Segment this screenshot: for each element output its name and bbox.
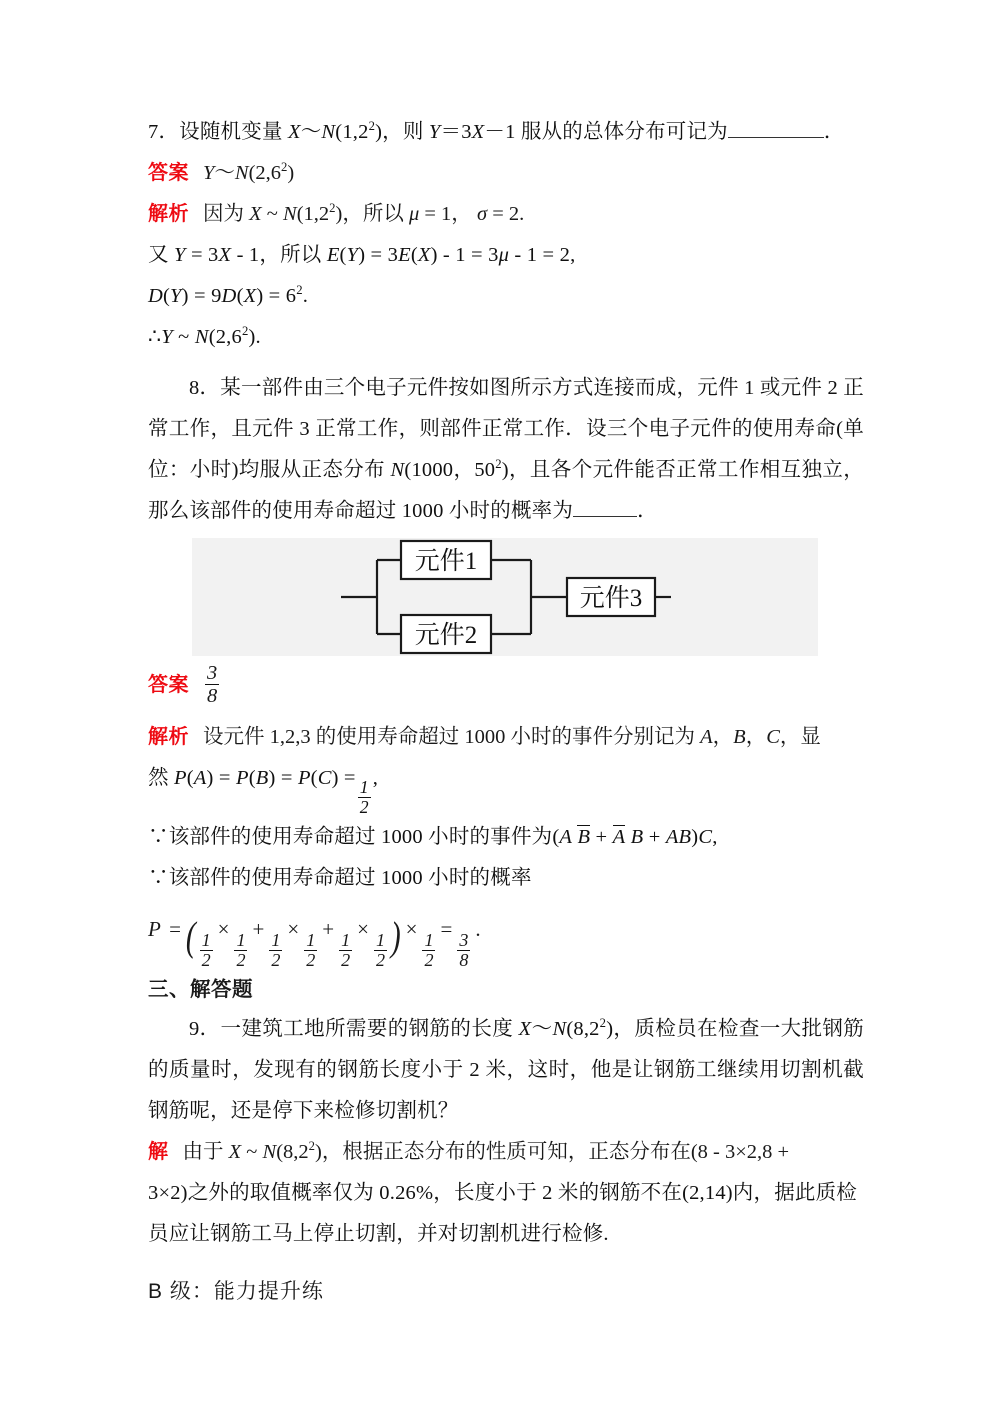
q8-analysis-line-1: 设元件 1,2,3 的使用寿命超过 1000 小时的事件分别记为 A，B，C，显 (203, 726, 821, 749)
circuit-diagram-panel (192, 538, 818, 656)
q7-period: ． (823, 121, 845, 143)
q8-answer-fraction (205, 662, 219, 707)
question-9-stem (148, 1009, 864, 1132)
q8-analysis-line-2: 然 P(A) = P(B) = P(C) = $\frac{1}{2}$ , (148, 767, 379, 818)
q8-line2-comma: , (372, 767, 379, 790)
analysis-label: 解析 (148, 726, 189, 749)
q7-analysis-line-2: 又 Y = 3X - 1，所以 E(Y) = 3E(X) - 1 = 3μ - 1 = 2, (148, 244, 576, 266)
question-8-stem (148, 368, 864, 532)
level-b-heading: B 级：能力提升练 (148, 1279, 324, 1303)
q7-answer-blank[interactable] (728, 137, 824, 138)
page-content (148, 112, 864, 1311)
q8-analysis-line-3: ∵该部件的使用寿命超过 1000 小时的事件为(A B + A B + AB)C, (148, 826, 718, 849)
component-1-label: 元件1 (414, 548, 478, 575)
q7-stem-text: 设随机变量 $X\sim N(1,2^2)$，则 Y＝3X－1 服从的总体分布可记为 (179, 119, 728, 143)
q9-solution-line-3: 员应让钢筋工马上停止切割，并对切割机进行检修. (148, 1222, 609, 1245)
q8-analysis-line-4: ∵该部件的使用寿命超过 1000 小时的概率 (148, 867, 532, 890)
question-7-analysis-row (148, 194, 864, 235)
q8-answer-blank[interactable] (573, 516, 637, 517)
q8-half-numerator: 1 (359, 777, 369, 798)
q7-analysis-line-3: $D(Y) = 9D(X) = 6^2$. (148, 283, 309, 307)
q8-answer-numerator: 3 (207, 662, 218, 684)
answer-label: 答案 (148, 673, 189, 696)
q8-answer-denominator: 8 (207, 685, 218, 708)
q8-stem-text: 某一部件由三个电子元件按如图所示方式连接而成，元件 1 或元件 2 正常工作，且元件 3 正常工作，则部件正常工作．设三个电子元件的使用寿命(单位：小时)均服从正态分布 N(1000，$50^2$)，且各个元件能否正常工作相互独立，那么该部件的使用寿命超过 1000 小时的概率为 (148, 377, 864, 522)
q8-half-denominator: 2 (359, 797, 369, 818)
circuit-diagram (335, 538, 675, 656)
q7-number: 7． (148, 121, 180, 143)
q8-half-fraction (358, 778, 371, 817)
q9-stem-text: 一建筑工地所需要的钢筋的长度 $X\sim N(8,2^2)$，质检员在检查一大批钢筋的质量时，发现有的钢筋长度小于 2 米，这时，他是让钢筋工继续用切割机截钢筋呢，还是停下来检修切割机？ (148, 1016, 865, 1122)
spacer (148, 358, 864, 368)
q7-answer-value: $Y\sim N(2,6^2)$ (203, 160, 295, 184)
analysis-label: 解析 (148, 203, 189, 225)
section-3-heading: 三、解答题 (148, 977, 253, 1001)
component-2-label: 元件2 (414, 622, 478, 649)
question-8-analysis-row (148, 717, 864, 758)
q8-period: ． (637, 500, 658, 522)
question-7-answer-row (148, 153, 864, 194)
question-9-solution-row (148, 1132, 864, 1173)
q8-probability-formula: P = ( $\frac{1}{2}$ × $\frac{1}{2}$ + $\frac{1}{2}$ × $\frac{1}{2}$ + $\frac{1}{2}$ × $\frac{1}{2}$ ) × $\frac{1}{2}$ = $\frac{3}{8}$ . (148, 914, 481, 971)
q7-analysis-line-1: 因为 X ~ $N(1,2^2)$，所以 μ = 1， σ = 2. (203, 201, 525, 225)
solution-label: 解 (148, 1140, 169, 1163)
q9-number: 9． (189, 1017, 221, 1040)
spacer (148, 707, 864, 717)
component-3-label: 元件3 (579, 585, 643, 612)
q7-analysis-line-4: ∴Y ~ $N(2,6^2)$. (148, 324, 261, 348)
question-7-stem (148, 112, 864, 153)
answer-label: 答案 (148, 162, 189, 184)
q9-solution-line-1: 由于 X ~ $N(8,2^2)$，根据正态分布的性质可知，正态分布在(8 - 3×2,8 + (182, 1139, 790, 1163)
q8-number: 8． (189, 377, 221, 399)
q9-solution-line-2: 3×2)之外的取值概率仅为 0.26%，长度小于 2 米的钢筋不在(2,14)内，据此质检 (148, 1181, 857, 1204)
spacer (148, 1255, 864, 1273)
question-8-answer-row (148, 662, 864, 707)
